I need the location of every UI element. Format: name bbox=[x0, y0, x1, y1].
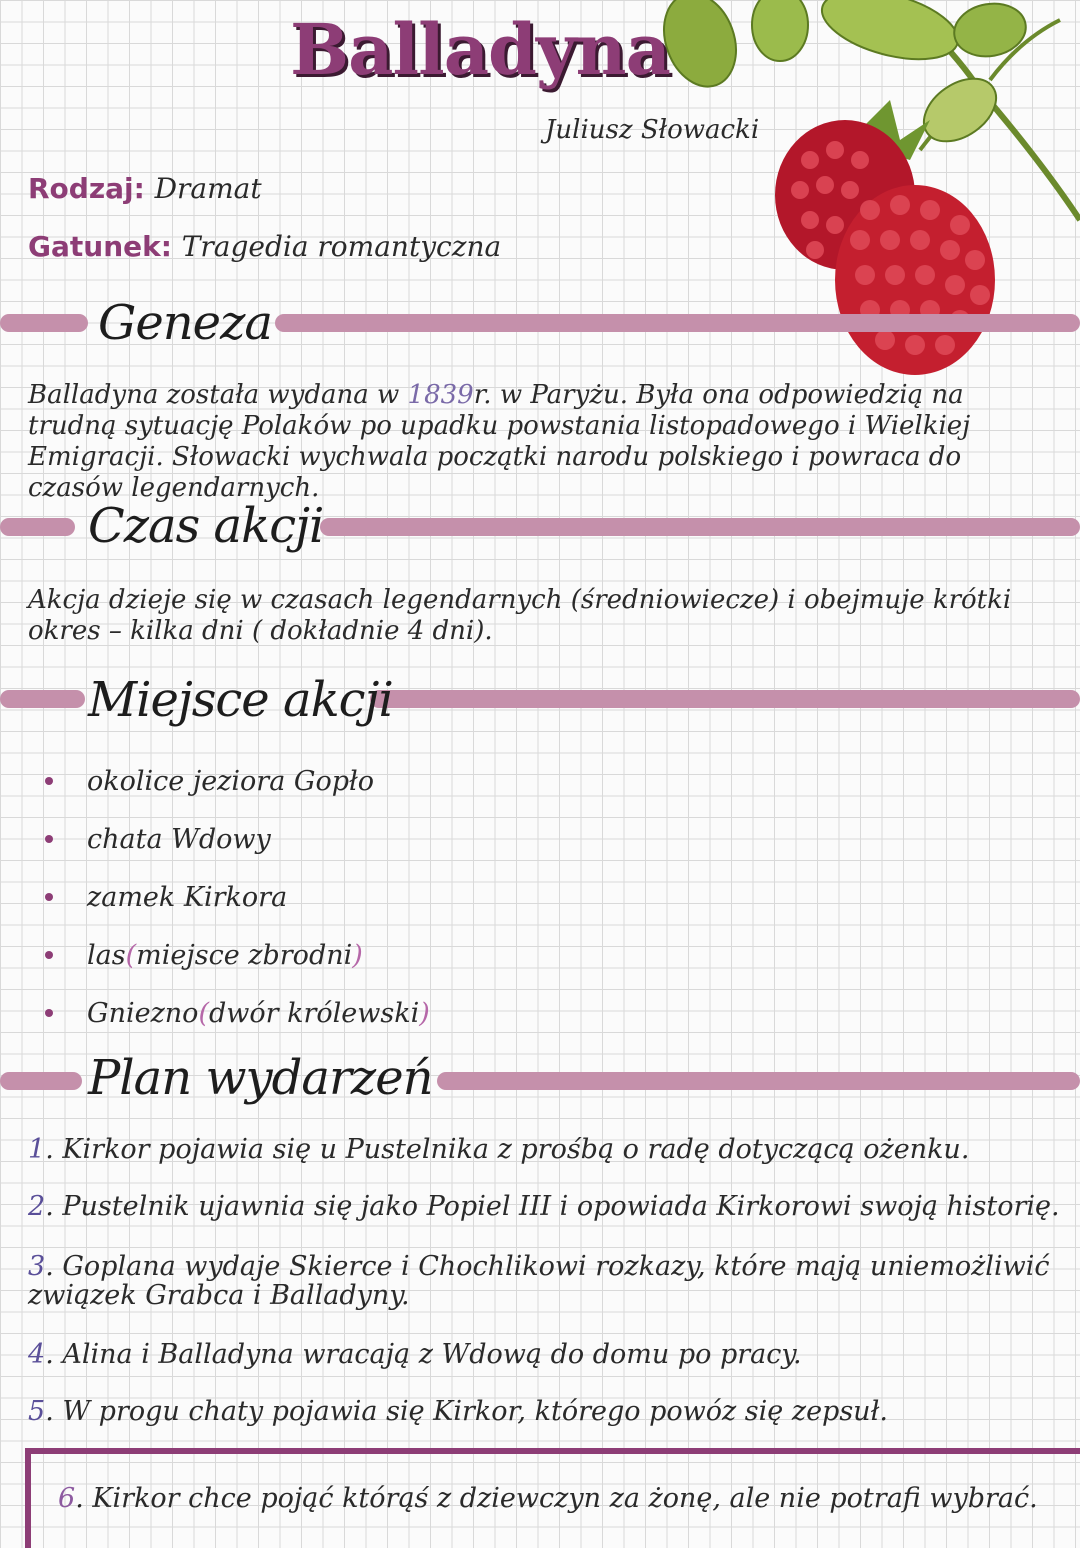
document-title: Balladyna bbox=[290, 8, 670, 91]
author: Juliusz Słowacki bbox=[545, 115, 760, 145]
bullet-icon bbox=[45, 777, 53, 785]
rodzaj-value: Dramat bbox=[154, 172, 262, 205]
gatunek-label: Gatunek bbox=[28, 230, 161, 263]
event-number: 6 bbox=[58, 1483, 76, 1514]
event-number: 5 bbox=[28, 1396, 46, 1427]
geneza-paragraph: Balladyna została wydana w 1839r. w Paryżu. Była ona odpowiedzią na trudną sytuację Polaków po upadku powstania listopadowego i Wielkiej Emigracji. Słowacki wychwala początki narodu polskiego i powraca do czasów legendarnych. bbox=[28, 380, 971, 503]
event-item: 6. Kirkor chce pojąć którąś z dziewczyn za żonę, ale nie potrafi wybrać. bbox=[58, 1483, 1038, 1514]
event-item: 1. Kirkor pojawia się u Pustelnika z prośbą o radę dotyczącą ożenku. bbox=[28, 1134, 970, 1165]
section-band-left bbox=[0, 690, 85, 708]
section-band-right bbox=[437, 1072, 1080, 1090]
section-band-right bbox=[275, 314, 1080, 332]
event-number: 4 bbox=[28, 1339, 46, 1370]
event-item: 4. Alina i Balladyna wracają z Wdową do domu po pracy. bbox=[28, 1339, 802, 1370]
event-item: 3. Goplana wydaje Skierce i Chochlikowi rozkazy, które mają uniemożliwić związek Grabca i Balladyny. bbox=[28, 1251, 1050, 1311]
gatunek-row: Gatunek: Tragedia romantyczna bbox=[28, 230, 502, 263]
section-heading-czas-akcji: Czas akcji bbox=[88, 498, 324, 554]
section-heading-miejsce-akcji: Miejsce akcji bbox=[88, 672, 393, 728]
section-heading-geneza: Geneza bbox=[98, 295, 272, 351]
list-item: chata Wdowy bbox=[45, 810, 430, 868]
section-band-right bbox=[320, 518, 1080, 536]
rodzaj-row: Rodzaj: Dramat bbox=[28, 172, 262, 205]
list-item: Gniezno ( dwór królewski ) bbox=[45, 984, 430, 1042]
section-band-left bbox=[0, 314, 88, 332]
places-list bbox=[45, 752, 430, 1042]
event-number: 1 bbox=[28, 1134, 46, 1165]
czas-paragraph: Akcja dzieje się w czasach legendarnych (średniowiecze) i obejmuje krótki okres – kilka dni ( dokładnie 4 dni). bbox=[28, 585, 1012, 646]
list-item: okolice jeziora Gopło bbox=[45, 752, 430, 810]
list-item: zamek Kirkora bbox=[45, 868, 430, 926]
section-band-left bbox=[0, 1072, 82, 1090]
section-band-right bbox=[370, 690, 1080, 708]
event-number: 2 bbox=[28, 1191, 46, 1222]
section-band-left bbox=[0, 518, 75, 536]
geneza-year: 1839 bbox=[407, 380, 474, 410]
bullet-icon bbox=[45, 835, 53, 843]
list-item: las ( miejsce zbrodni ) bbox=[45, 926, 430, 984]
event-item: 2. Pustelnik ujawnia się jako Popiel III i opowiada Kirkorowi swoją historię. bbox=[28, 1191, 1060, 1222]
event-item: 5. W progu chaty pojawia się Kirkor, którego powóz się zepsuł. bbox=[28, 1396, 888, 1427]
rodzaj-label: Rodzaj bbox=[28, 172, 134, 205]
section-heading-plan-wydarzen: Plan wydarzeń bbox=[88, 1050, 433, 1106]
gatunek-value: Tragedia romantyczna bbox=[181, 230, 502, 263]
bullet-icon bbox=[45, 951, 53, 959]
bullet-icon bbox=[45, 1009, 53, 1017]
bullet-icon bbox=[45, 893, 53, 901]
event-number: 3 bbox=[28, 1251, 46, 1282]
